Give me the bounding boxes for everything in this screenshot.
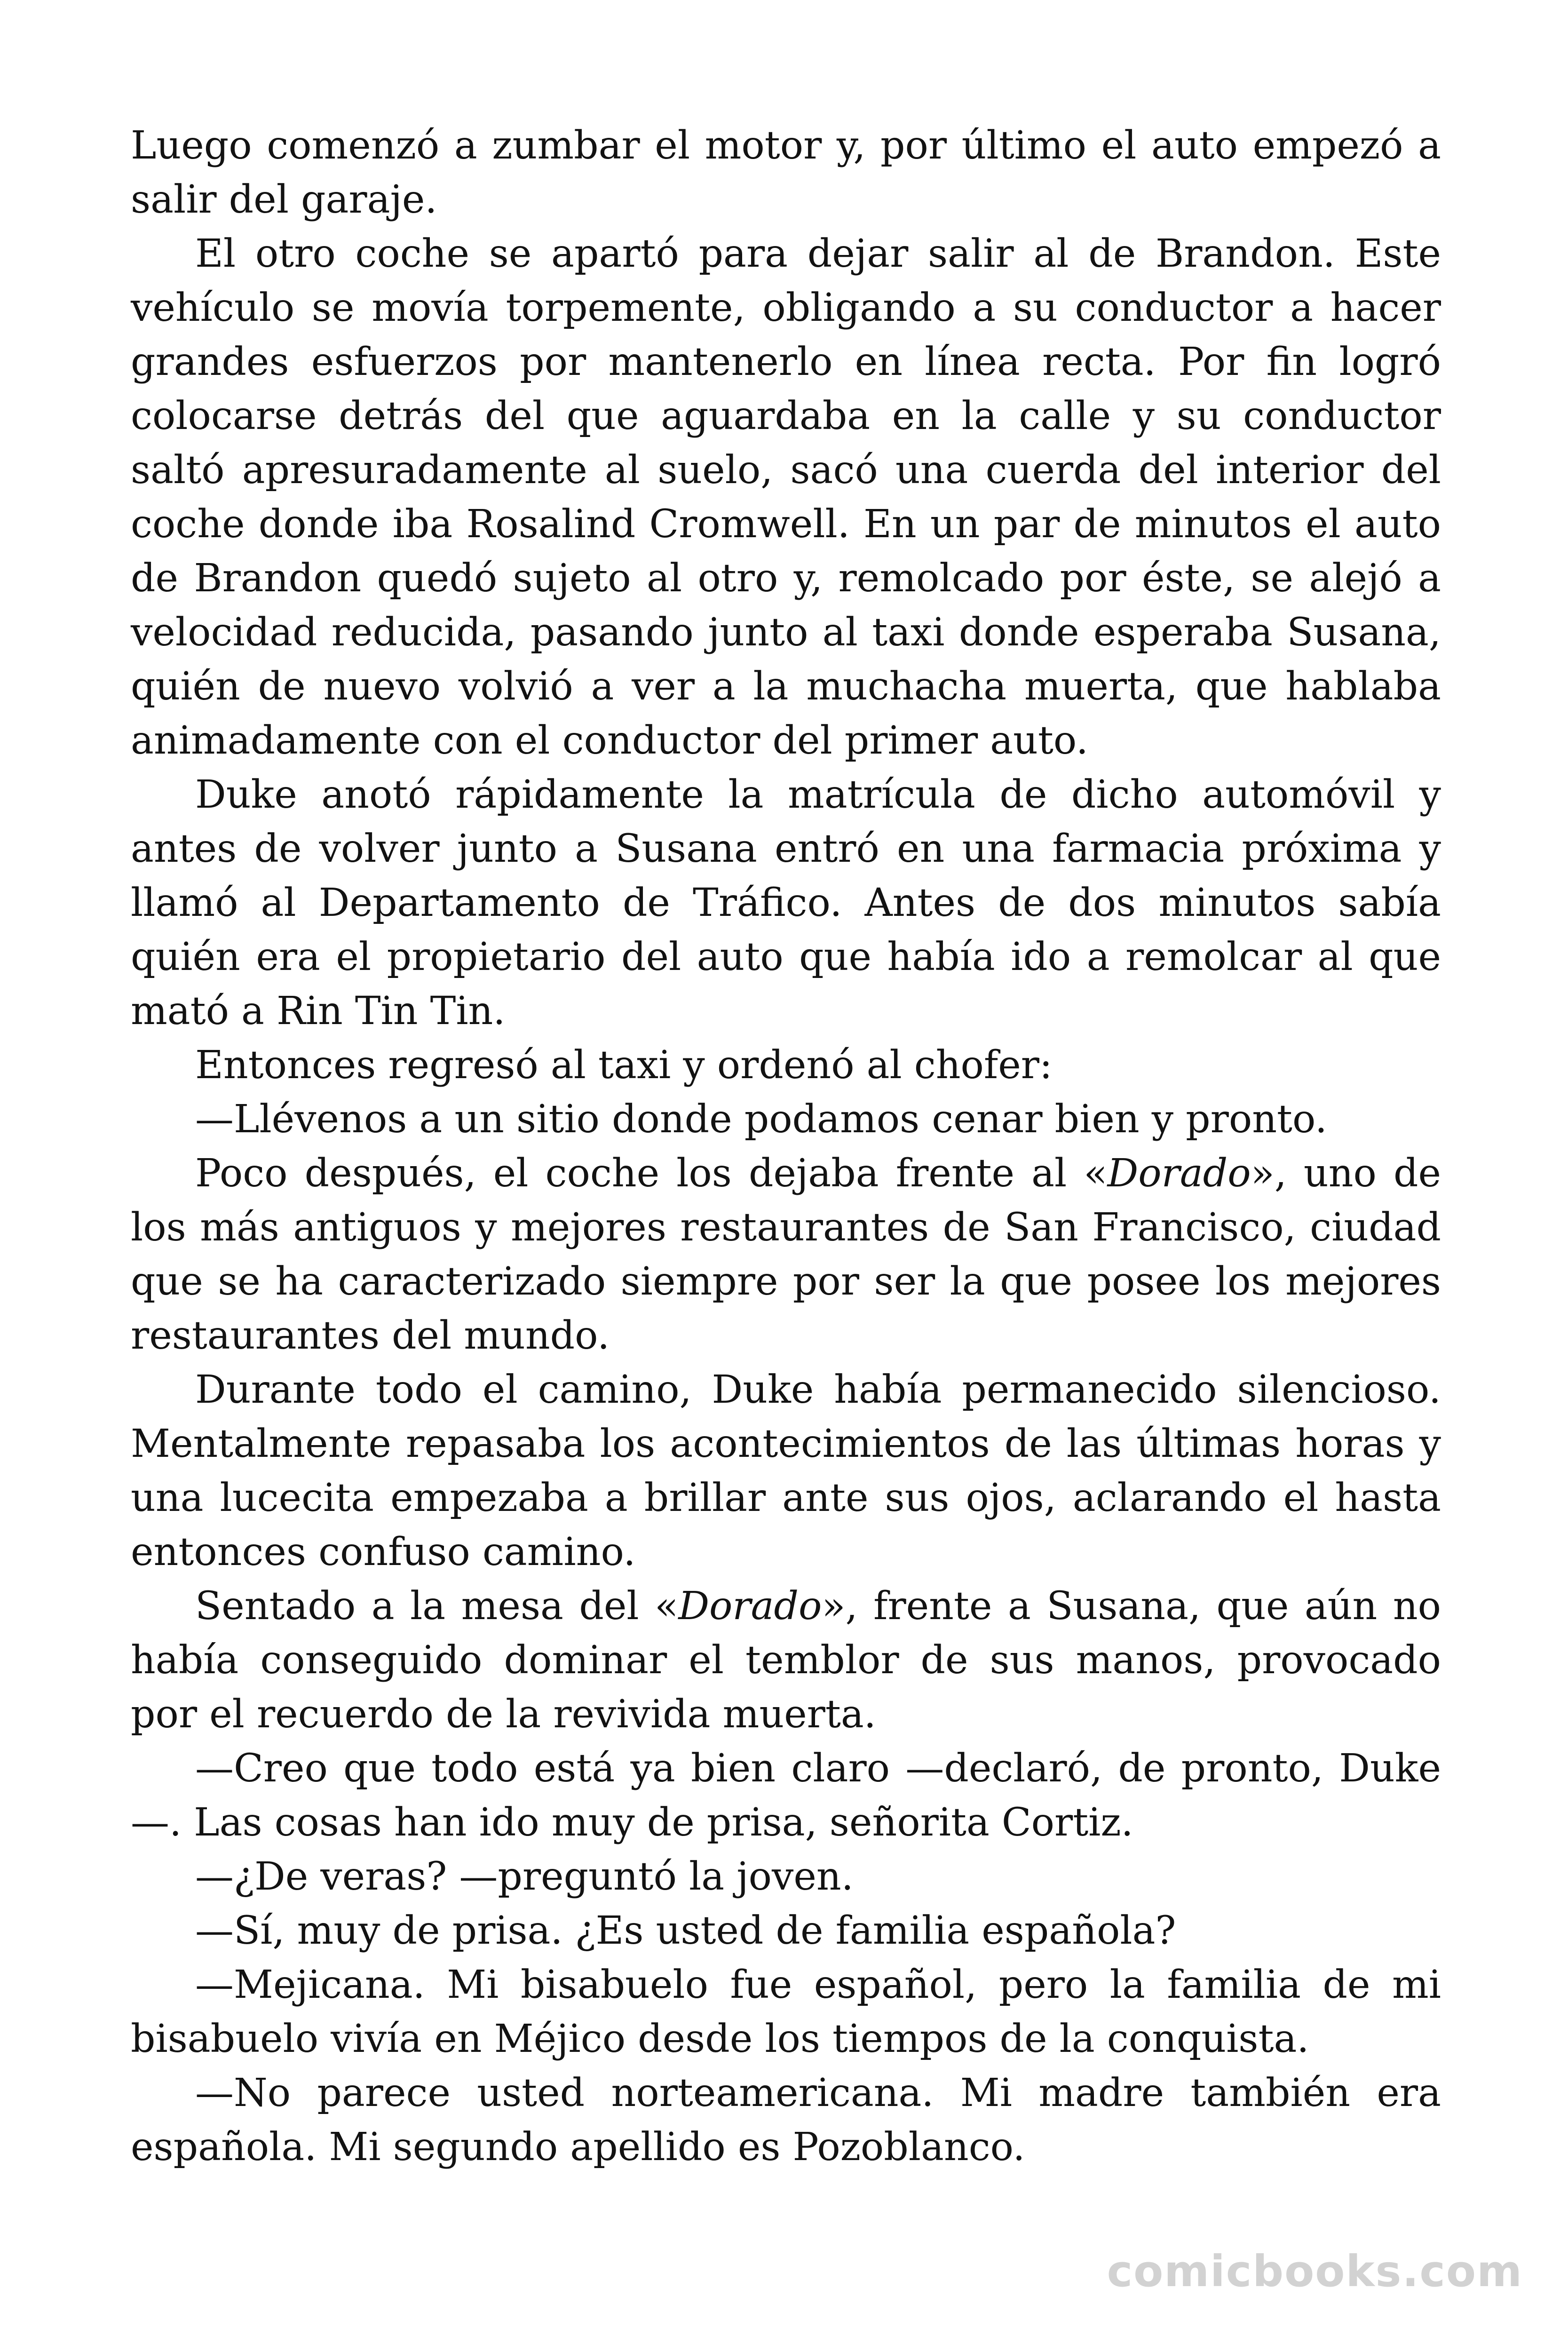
paragraph: —Llévenos a un sitio donde podamos cenar bien y pronto.: [195, 1097, 1327, 1142]
paragraph: —No parece usted norteamericana. Mi madre también era española. Mi segundo apellido es Pozoblanco.: [131, 2071, 1441, 2169]
paragraph: El otro coche se apartó para dejar salir al de Brandon. Este vehículo se movía torpemente, obligando a su conductor a hacer grandes esfuerzos por mantenerlo en línea recta. Por fin logró colocarse detrás del que aguardaba en la calle y su conductor saltó apresuradamente al suelo, sacó una cuerda del interior del coche donde iba Rosalind Cromwell. En un par de minutos el auto de Brandon quedó sujeto al otro y, remolcado por éste, se alejó a velocidad reducida, pasando junto al taxi donde esperaba Susana, quién de nuevo volvió a ver a la muchacha muerta, que hablaba animadamente con el conductor del primer auto.: [131, 231, 1441, 763]
paragraph: —Sí, muy de prisa. ¿Es usted de familia española?: [195, 1908, 1176, 1953]
paragraph: Durante todo el camino, Duke había permanecido silencioso. Mentalmente repasaba los acontecimientos de las últimas horas y una lucecita empezaba a brillar ante sus ojos, aclarando el hasta entonces confuso camino.: [131, 1367, 1441, 1574]
paragraph: Luego comenzó a zumbar el motor y, por último el auto empezó a salir del garaje.: [131, 123, 1441, 222]
watermark: comicbooks.com: [1107, 2246, 1523, 2296]
paragraph: Entonces regresó al taxi y ordenó al chofer:: [195, 1043, 1053, 1088]
paragraph: Sentado a la mesa del «Dorado», frente a Susana, que aún no había conseguido dominar el temblor de sus manos, provocado por el recuerdo de la revivida muerta.: [131, 1584, 1441, 1737]
page-body: [131, 119, 1441, 2174]
paragraph: —¿De veras? —preguntó la joven.: [195, 1854, 854, 1899]
paragraph: —Creo que todo está ya bien claro —declaró, de pronto, Duke —. Las cosas han ido muy de prisa, señorita Cortiz.: [131, 1746, 1441, 1845]
paragraph: Poco después, el coche los dejaba frente al «Dorado», uno de los más antiguos y mejores restaurantes de San Francisco, ciudad que se ha caracterizado siempre por ser la que posee los mejores restaurantes del mundo.: [131, 1151, 1441, 1358]
paragraph: Duke anotó rápidamente la matrícula de dicho automóvil y antes de volver junto a Susana entró en una farmacia próxima y llamó al Departamento de Tráfico. Antes de dos minutos sabía quién era el propietario del auto que había ido a remolcar al que mató a Rin Tin Tin.: [131, 772, 1441, 1033]
paragraph: —Mejicana. Mi bisabuelo fue español, pero la familia de mi bisabuelo vivía en Méjico desde los tiempos de la conquista.: [131, 1963, 1441, 2061]
